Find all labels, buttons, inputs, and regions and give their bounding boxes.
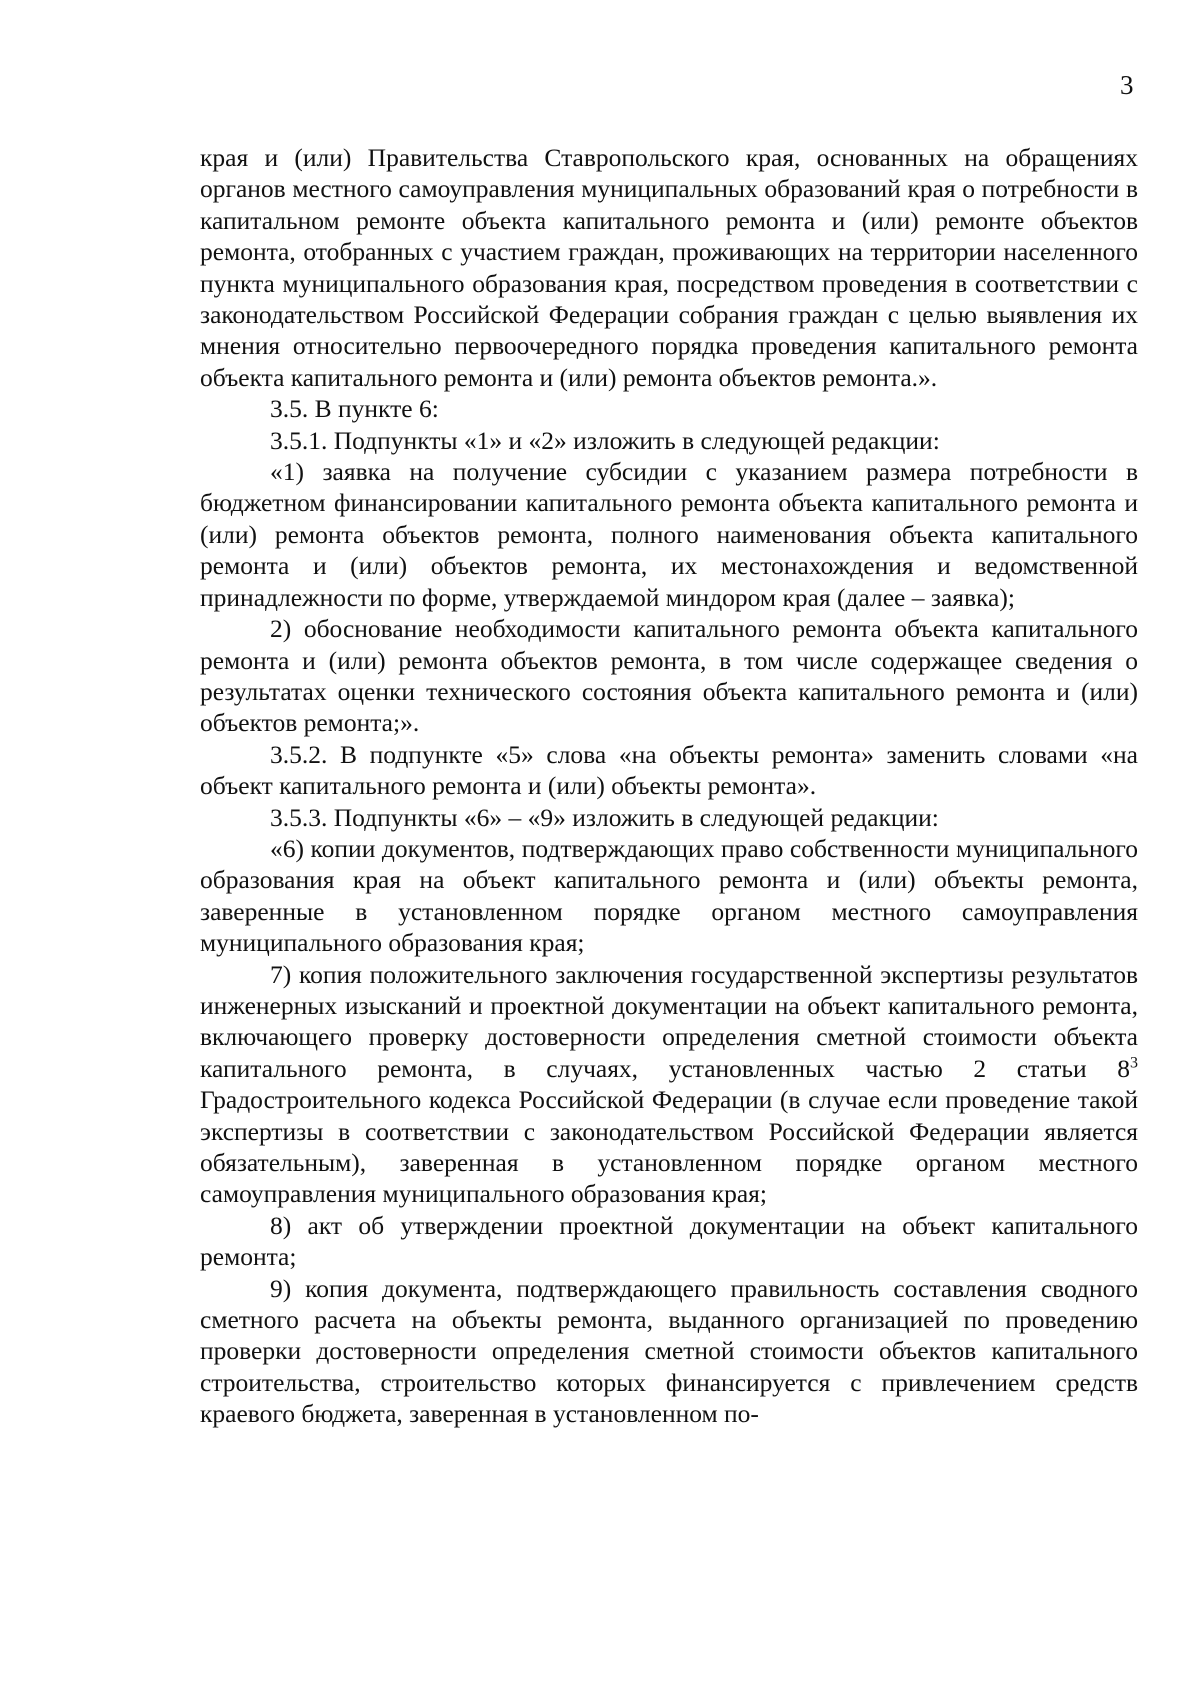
paragraph-subitem-9: 9) копия документа, подтверждающего правильность составления сводного сметного расчета на объекты ремонта, выданного организацией по проведению проверки достоверности определения сметной стоимости объектов капитального строительства, строительство которых финансируется с привлечением средств краевого бюджета, заверенная в установленном по- bbox=[200, 1273, 1138, 1429]
paragraph-continuation: края и (или) Правительства Ставропольского края, основанных на обращениях органов местного самоуправления муниципальных образований края о потребности в капитальном ремонте объекта капитального ремонта и (или) ремонте объектов ремонта, отобранных с участием граждан, проживающих на территории населенного пункта муниципального образования края, посредством проведения в соответствии с законодательством Российской Федерации собрания граждан с целью выявления их мнения относительно первоочередного порядка проведения капитального ремонта объекта капитального ремонта и (или) ремонта объектов ремонта.». bbox=[200, 143, 1138, 392]
paragraph-subitem-8: 8) акт об утверждении проектной документации на объект капитального ремонта; bbox=[200, 1210, 1138, 1272]
paragraph-item-3-5: 3.5. В пункте 6: bbox=[270, 394, 439, 424]
paragraph-subitem-6: «6) копии документов, подтверждающих право собственности муниципального образования края на объект капитального ремонта и (или) объекты ремонта, заверенные в установленном порядке органом местного самоуправления муниципального образования края; bbox=[200, 833, 1138, 958]
paragraph-item-3-5-1: 3.5.1. Подпункты «1» и «2» изложить в следующей редакции: bbox=[270, 425, 940, 455]
paragraph-subitem-7-text-before: 7) копия положительного заключения государственной экспертизы результатов инженерных изысканий и проектной документации на объект капитального ремонта, включающего проверку достоверности определения сметной стоимости объекта капитального ремонта, в случаях, установленных частью 2 статьи 8 bbox=[200, 959, 1138, 1083]
article-superscript: 3 bbox=[1130, 1054, 1138, 1072]
paragraph-subitem-1: «1) заявка на получение субсидии с указанием размера потребности в бюджетном финансировании капитального ремонта объекта капитального ремонта и (или) ремонта объектов ремонта, полного наименования объекта капитального ремонта и (или) объектов ремонта, их местонахождения и ведомственной принадлежности по форме, утверждаемой миндором края (далее – заявка); bbox=[200, 457, 1138, 612]
page-number: 3 bbox=[1120, 70, 1134, 100]
paragraph-item-3-5-3: 3.5.3. Подпункты «6» – «9» изложить в следующей редакции: bbox=[270, 802, 939, 832]
document-body bbox=[200, 142, 1138, 1430]
paragraph-subitem-7-text-after: Градостроительного кодекса Российской Федерации (в случае если проведение такой экспертизы в соответствии с законодательством Российской Федерации является обязательным), заверенная в установленном порядке органом местного самоуправления муниципального образования края; bbox=[200, 1085, 1138, 1209]
paragraph-item-3-5-2: 3.5.2. В подпункте «5» слова «на объекты ремонта» заменить словами «на объект капитального ремонта и (или) объекты ремонта». bbox=[200, 739, 1138, 801]
paragraph-subitem-2: 2) обоснование необходимости капитального ремонта объекта капитального ремонта и (или) ремонта объектов ремонта, в том числе содержащее сведения о результатах оценки технического состояния объекта капитального ремонта и (или) объектов ремонта;». bbox=[200, 614, 1138, 738]
paragraph-subitem-7 bbox=[200, 959, 1138, 1210]
